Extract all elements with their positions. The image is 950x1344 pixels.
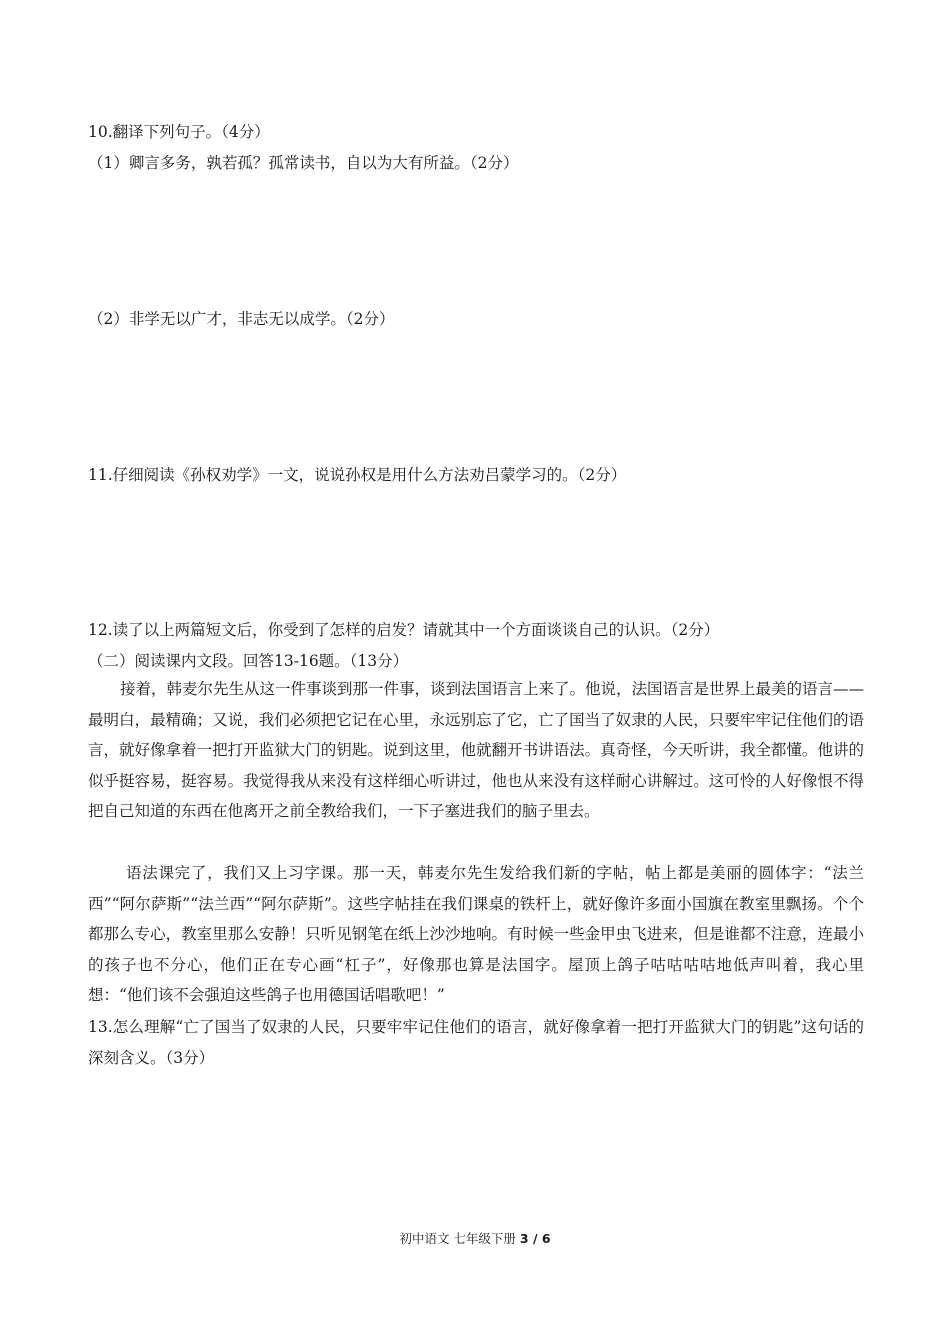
- q12-title: 12.读了以上两篇短文后，你受到了怎样的启发？请就其中一个方面谈谈自己的认识。（2分）: [88, 621, 720, 639]
- section2-title: （二）阅读课内文段。回答13-16题。（13分）: [88, 652, 409, 670]
- q10-sub2: （2）非学无以广才，非志无以成学。（2分）: [88, 310, 395, 328]
- q10-sub1: （1）卿言多务，孰若孤？孤常读书，自以为大有所益。（2分）: [88, 154, 519, 172]
- footer-page-number: 3 / 6: [519, 1231, 551, 1246]
- passage-paragraph-2: 语法课完了，我们又上习字课。那一天，韩麦尔先生发给我们新的字帖，帖上都是美丽的圆体字：“法兰西”“阿尔萨斯”“法兰西”“阿尔萨斯”。这些字帖挂在我们课桌的铁杆上，就好像许多面小国旗在教室里飘扬。个个都那么专心，教室里那么安静！只听见钢笔在纸上沙沙地响。有时候一些金甲虫飞进来，但是谁都不注意，连最小的孩子也不分心，他们正在专心画“杠子”，好像那也算是法国字。屋顶上鸽子咕咕咕咕地低声叫着，我心里想：“他们该不会强迫这些鸽子也用德国话唱歌吧！”: [88, 864, 864, 1005]
- footer-subject: 初中语文 七年级下册: [399, 1231, 520, 1246]
- page-footer: [0, 1231, 950, 1247]
- q11-title: 11.仔细阅读《孙权劝学》一文，说说孙权是用什么方法劝吕蒙学习的。（2分）: [88, 466, 627, 484]
- q10-title: 10.翻译下列句子。（4分）: [88, 123, 270, 141]
- q13-title: 13.怎么理解“亡了国当了奴隶的人民，只要牢牢记住他们的语言，就好像拿着一把打开监狱大门的钥匙”这句话的深刻含义。（3分）: [88, 1018, 864, 1067]
- passage-paragraph-1: 接着，韩麦尔先生从这一件事谈到那一件事，谈到法国语言上来了。他说，法国语言是世界上最美的语言——最明白，最精确；又说，我们必须把它记在心里，永远别忘了它，亡了国当了奴隶的人民，只要牢牢记住他们的语言，就好像拿着一把打开监狱大门的钥匙。说到这里，他就翻开书讲语法。真奇怪，今天听讲，我全都懂。他讲的似乎挺容易，挺容易。我觉得我从来没有这样细心听讲过，他也从来没有这样耐心讲解过。这可怜的人好像恨不得把自己知道的东西在他离开之前全教给我们，一下子塞进我们的脑子里去。: [88, 680, 865, 821]
